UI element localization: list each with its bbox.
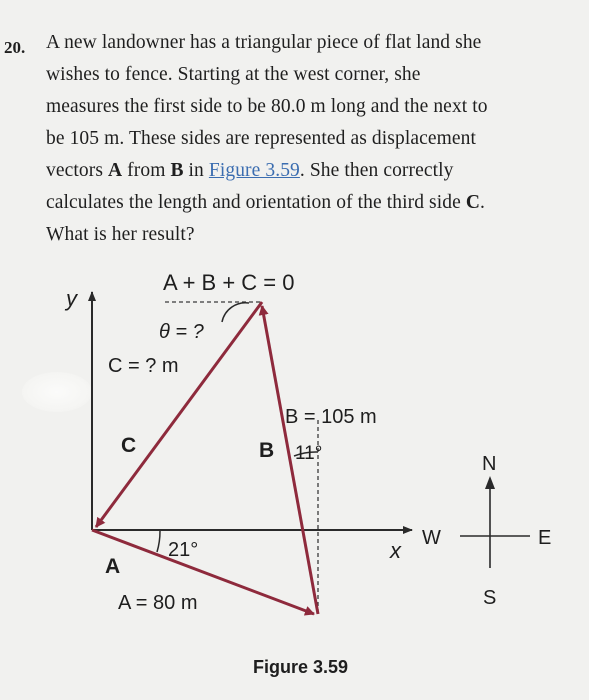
b-vector-label: B bbox=[259, 439, 275, 462]
text-fragment: vectors bbox=[46, 160, 108, 181]
text-fragment: from bbox=[122, 160, 171, 181]
problem-text-line-4: be 105 m. These sides are represented as displacement bbox=[46, 128, 476, 149]
problem-number: 20. bbox=[4, 38, 26, 57]
theta-arc bbox=[222, 303, 249, 322]
problem-text-line-1: A new landowner has a triangular piece of flat land she bbox=[46, 32, 482, 53]
a-length-label: A = 80 m bbox=[118, 592, 198, 614]
problem-text-line-3: measures the first side to be 80.0 m long and the next to bbox=[46, 96, 488, 117]
text-fragment: calculates the length and orientation of the third side bbox=[46, 192, 466, 213]
compass-south-label: S bbox=[483, 587, 497, 609]
problem-text-line-2: wishes to fence. Starting at the west corner, she bbox=[46, 64, 421, 85]
compass-west-label: W bbox=[422, 527, 441, 549]
a-angle-label: 21° bbox=[168, 539, 199, 561]
c-length-label: C = ? m bbox=[108, 355, 179, 377]
vector-c-ref: C bbox=[465, 192, 481, 213]
figure-link[interactable]: Figure 3.59 bbox=[208, 160, 300, 181]
text-fragment: in bbox=[183, 160, 209, 181]
figure-caption: Figure 3.59 bbox=[253, 657, 349, 677]
b-length-label: B = 105 m bbox=[285, 406, 377, 428]
b-angle-label: 11° bbox=[295, 443, 323, 464]
c-vector-label: C bbox=[121, 434, 137, 457]
y-axis-label: y bbox=[66, 286, 77, 311]
vector-a-ref: A bbox=[108, 160, 123, 181]
problem-text-line-7: What is her result? bbox=[46, 224, 195, 245]
compass-east-label: E bbox=[538, 527, 552, 549]
a-vector-label: A bbox=[105, 555, 121, 578]
theta-label: θ = ? bbox=[159, 321, 204, 343]
angle-21-arc bbox=[157, 531, 160, 552]
compass-north-label: N bbox=[482, 453, 497, 475]
text-fragment: . bbox=[480, 192, 486, 213]
text-fragment: . She then correctly bbox=[299, 160, 454, 181]
equation-label: A + B + C = 0 bbox=[163, 270, 295, 295]
x-axis-label: x bbox=[390, 538, 401, 563]
compass-north-arrowhead bbox=[485, 476, 495, 489]
vector-b-ref: B bbox=[170, 160, 184, 181]
